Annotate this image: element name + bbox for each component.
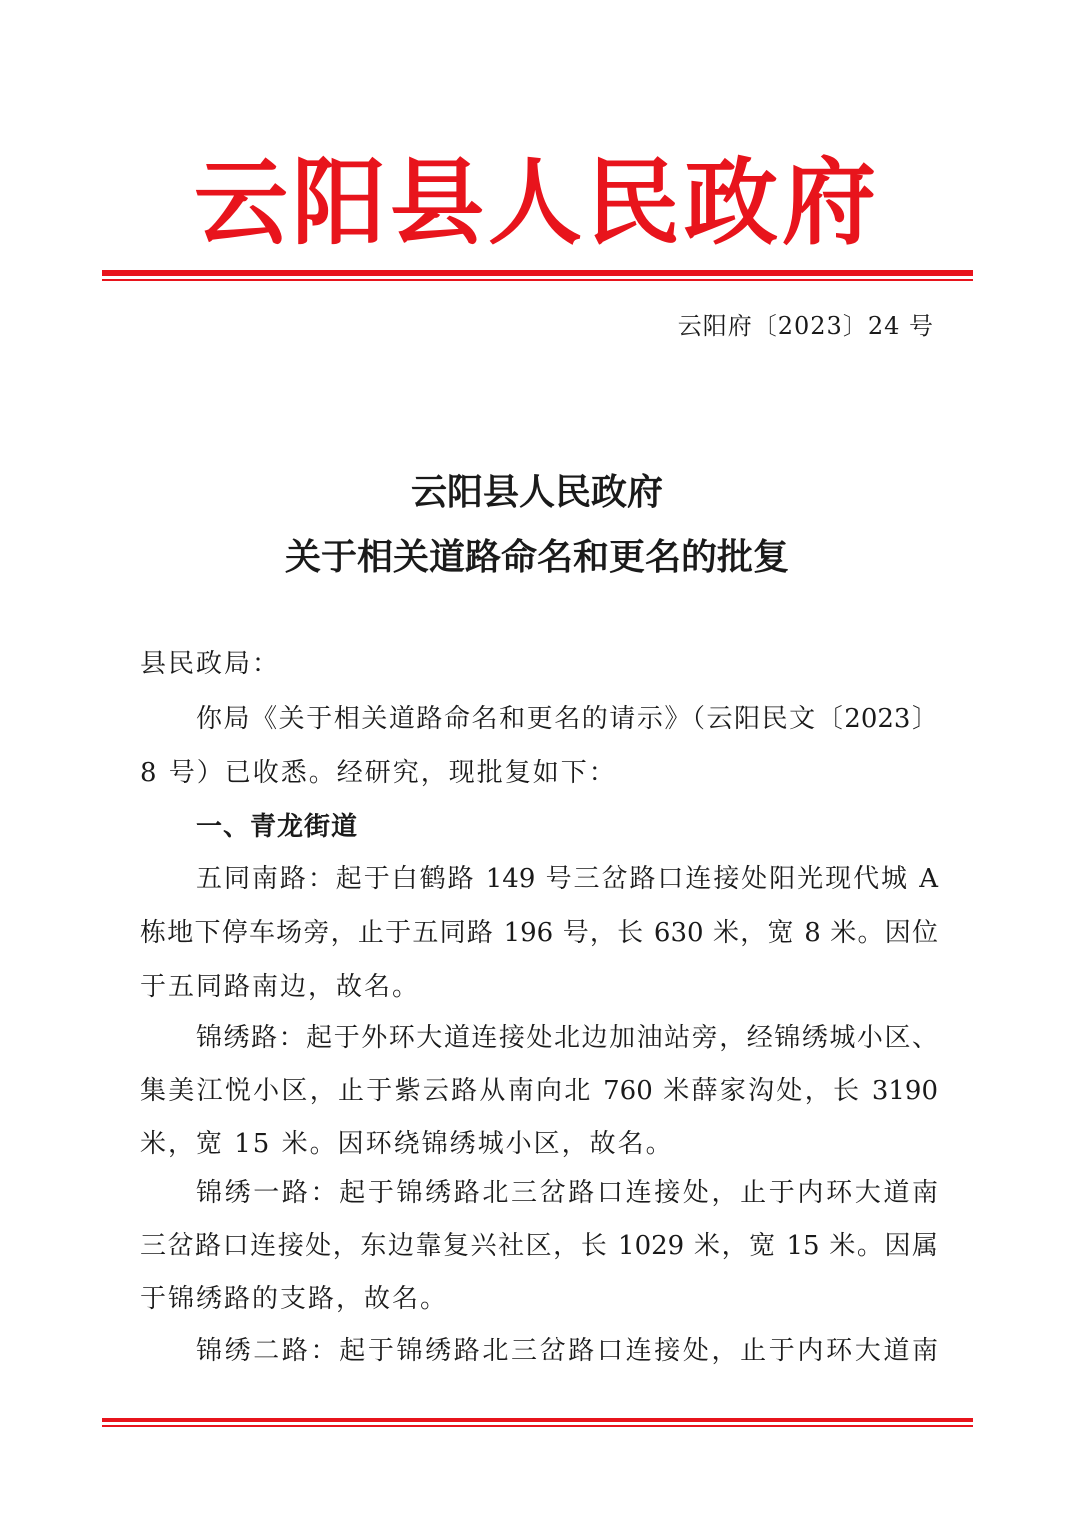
paragraph-line: 米，宽 15 米。因环绕锦绣城小区，故名。 (140, 1129, 674, 1159)
masthead: 云阳县人民政府 (193, 148, 880, 258)
recipient: 县民政局： (140, 649, 281, 679)
footer-rule-thick (102, 1418, 973, 1422)
intro-line-2: 8 号）已收悉。经研究，现批复如下： (140, 758, 617, 788)
title-line-1: 云阳县人民政府 (410, 471, 663, 513)
paragraph-line: 锦绣二路：起于锦绣路北三岔路口连接处，止于内环大道南 (196, 1336, 938, 1366)
section-heading: 一、青龙街道 (196, 812, 359, 842)
paragraph-line: 五同南路：起于白鹤路 149 号三岔路口连接处阳光现代城 A (196, 864, 938, 894)
intro-line-1: 你局《关于相关道路命名和更名的请示》（云阳民文〔2023〕 (196, 704, 938, 734)
paragraph-line: 锦绣一路：起于锦绣路北三岔路口连接处，止于内环大道南 (196, 1178, 938, 1208)
footer-rule-thin (102, 1425, 973, 1427)
paragraph-line: 于五同路南边，故名。 (140, 972, 421, 1002)
paragraph-line: 栋地下停车场旁，止于五同路 196 号，长 630 米，宽 8 米。因位 (140, 918, 938, 948)
paragraph-line: 锦绣路：起于外环大道连接处北边加油站旁，经锦绣城小区、 (196, 1023, 938, 1053)
paragraph-line: 于锦绣路的支路，故名。 (140, 1284, 449, 1314)
paragraph-line: 集美江悦小区，止于紫云路从南向北 760 米薛家沟处，长 3190 (140, 1076, 938, 1106)
document-number: 云阳府〔2023〕24 号 (677, 312, 934, 340)
paragraph-line: 三岔路口连接处，东边靠复兴社区，长 1029 米，宽 15 米。因属 (140, 1231, 938, 1261)
title-line-2: 关于相关道路命名和更名的批复 (284, 536, 789, 578)
masthead-rule-thin (102, 279, 973, 281)
masthead-rule-thick (102, 270, 973, 276)
